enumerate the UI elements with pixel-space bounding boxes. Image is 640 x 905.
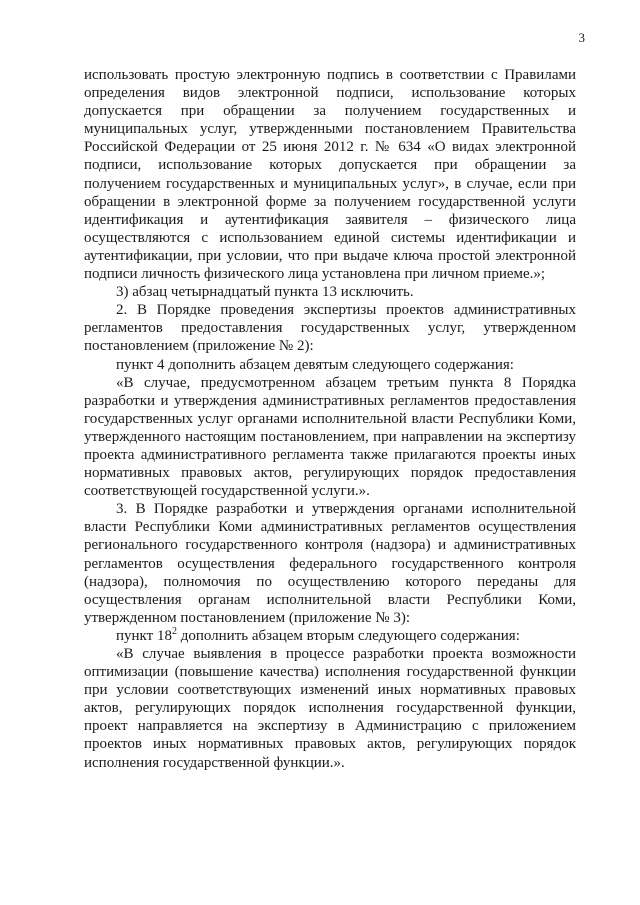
point-18-text-before: пункт 18 bbox=[116, 627, 172, 644]
document-body bbox=[84, 66, 576, 772]
paragraph-section-2: 2. В Порядке проведения экспертизы проектов административных регламентов предоставления государственных услуг, утвержденном постановлением (приложение № 2): bbox=[84, 302, 576, 355]
paragraph-item-3: 3) абзац четырнадцатый пункта 13 исключить. bbox=[116, 284, 414, 301]
paragraph-point-4: пункт 4 дополнить абзацем девятым следующего содержания: bbox=[116, 356, 514, 373]
point-18-text-after: дополнить абзацем вторым следующего содержания: bbox=[176, 627, 520, 644]
paragraph-point-18-2 bbox=[84, 627, 576, 645]
paragraph-quote-1: «В случае, предусмотренном абзацем третьим пункта 8 Порядка разработки и утверждения административных регламентов предоставления государственных услуг органами исполнительной власти Республики Коми, утвержденного настоящим постановлением, при направлении на экспертизу проекта административного регламента также прилагаются проекты иных нормативных правовых актов, регулирующих порядок предоставления соответствующей государственной услуги.». bbox=[84, 374, 576, 500]
page-number: 3 bbox=[578, 30, 585, 45]
paragraph-quote-2: «В случае выявления в процессе разработки проекта возможности оптимизации (повышение качества) исполнения государственной функции при условии соответствующих изменений иных нормативных правовых актов, регулирующих порядок исполнения государственной функции, проект направляется на экспертизу в Администрацию с приложением проектов иных нормативных правовых актов, регулирующих порядок исполнения государственной функции.». bbox=[84, 646, 576, 771]
point-18-superscript: 2 bbox=[171, 625, 177, 637]
paragraph-continuation: использовать простую электронную подпись в соответствии с Правилами определения видов электронной подписи, использование которых допускается при обращении за получением государственных и муниципальных услуг, утвержденными постановлением Правительства Российской Федерации от 25 июня 2012 г. № 634 «О видах электронной подписи, использование которых допускается при обращении за получением государственных и муниципальных услуг», в случае, если при обращении в электронной форме за получением государственной услуги идентификация и аутентификация заявителя – физического лица осуществляются с использованием единой системы идентификации и аутентификации, при условии, что при выдаче ключа простой электронной подписи личность физического лица установлена при личном приеме.»; bbox=[84, 67, 576, 283]
paragraph-section-3: 3. В Порядке разработки и утверждения органами исполнительной власти Республики Коми административных регламентов осуществления регионального государственного контроля (надзора) и административных регламентов осуществления федерального государственного контроля (надзора), полномочия по осуществлению которого переданы для осуществления органам исполнительной власти Республики Коми, утвержденном постановлением (приложение № 3): bbox=[84, 501, 576, 626]
